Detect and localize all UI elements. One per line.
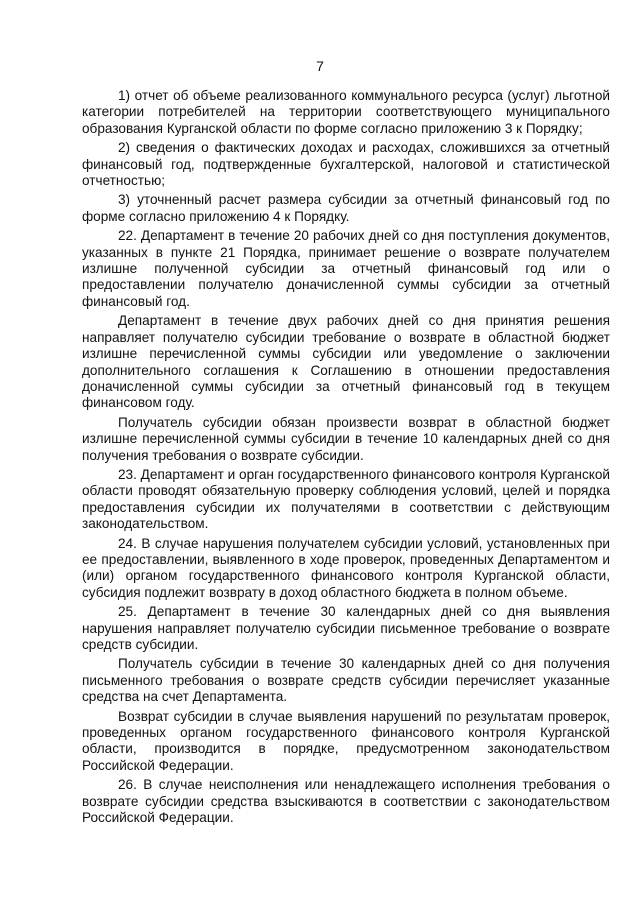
paragraph-item-1: 1) отчет об объеме реализованного коммунального ресурса (услуг) льготной категории потребителей на территории соответствующего муниципального образования Курганской области по форме согласно приложению 3 к Порядку; (82, 88, 610, 136)
paragraph-clause-23: 23. Департамент и орган государственного финансового контроля Курганской области проводят обязательную проверку соблюдения условий, целей и порядка предоставления субсидии их получателями в соответствии с действующим законодательством. (82, 466, 610, 532)
paragraph-clause-26: 26. В случае неисполнения или ненадлежащего исполнения требования о возврате субсидии средства взыскиваются в соответствии с законодательством Российской Федерации. (82, 777, 610, 826)
paragraph-item-3: 3) уточненный расчет размера субсидии за отчетный финансовый год по форме согласно приложению 4 к Порядку. (82, 192, 610, 224)
page-number: 7 (316, 58, 324, 74)
paragraph-refund-violations: Возврат субсидии в случае выявления нарушений по результатам проверок, проведенных органом государственного финансового контроля Курганской области, производится в порядке, предусмотренном законодательством Российской Федерации. (82, 708, 610, 773)
document-body (82, 88, 610, 826)
paragraph-clause-22: 22. Департамент в течение 20 рабочих дней со дня поступления документов, указанных в пункте 21 Порядка, принимает решение о возврате получателем излишне полученной субсидии за отчетный финансовый год или о предоставлении получателю доначисленной суммы субсидии за отчетный финансовый год. (82, 228, 610, 309)
paragraph-clause-24: 24. В случае нарушения получателем субсидии условий, установленных при ее предоставлении, выявленного в ходе проверок, проведенных Департаментом и (или) органом государственного финансового контроля Курганской области, субсидия подлежит возврату в доход областного бюджета в полном объеме. (82, 535, 610, 600)
paragraph-recipient-refund: Получатель субсидии обязан произвести возврат в областной бюджет излишне перечисленной суммы субсидии в течение 10 календарных дней со дня получения требования о возврате субсидии. (82, 414, 610, 463)
paragraph-item-2: 2) сведения о фактических доходах и расходах, сложившихся за отчетный финансовый год, подтвержденные бухгалтерской, налоговой и статистической отчетностью; (82, 140, 610, 189)
paragraph-clause-25: 25. Департамент в течение 30 календарных дней со дня выявления нарушения направляет получателю субсидии письменное требование о возврате средств субсидии. (82, 604, 610, 652)
paragraph-department-decision: Департамент в течение двух рабочих дней со дня принятия решения направляет получателю субсидии требование о возврате в областной бюджет излишне перечисленной суммы субсидии или уведомление о заключении дополнительного соглашения к Соглашению в отношении предоставления доначисленной суммы субсидии за отчетный финансовый год в текущем финансовом году. (82, 313, 610, 411)
paragraph-recipient-transfer: Получатель субсидии в течение 30 календарных дней со дня получения письменного требования о возврате средств субсидии перечисляет указанные средства на счет Департамента. (82, 656, 610, 705)
